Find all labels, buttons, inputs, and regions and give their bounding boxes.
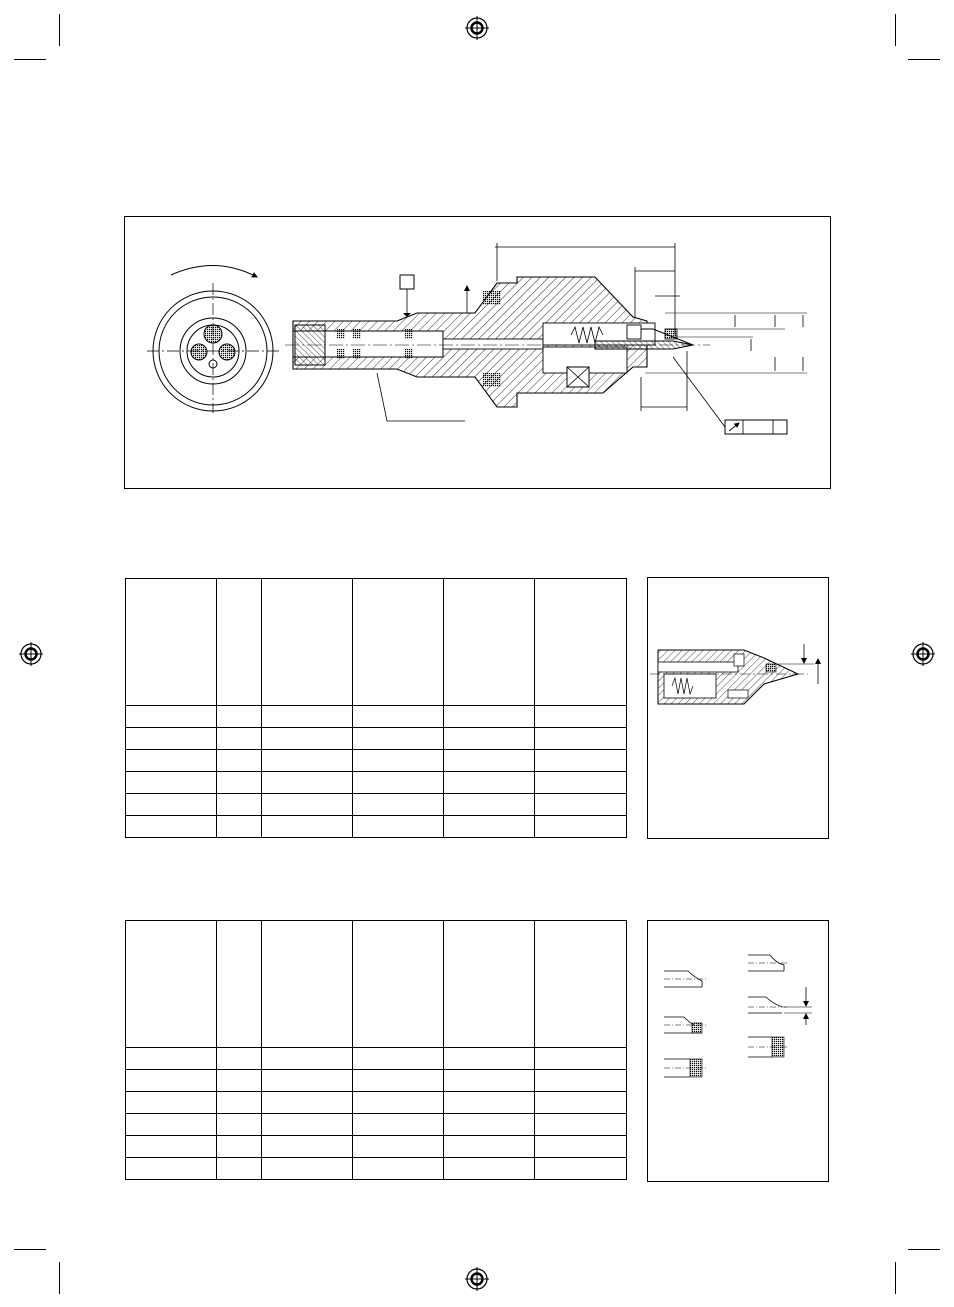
table-cell: [126, 1114, 217, 1136]
table-cell: [262, 728, 353, 750]
column-header: [262, 579, 353, 706]
profile-variant: [748, 1037, 788, 1057]
table-cell: [126, 816, 217, 838]
registration-mark-bottom: [465, 1267, 489, 1291]
table-row: [126, 1048, 627, 1070]
table-cell: [126, 794, 217, 816]
table-cell: [126, 1070, 217, 1092]
profile-variant: [664, 971, 706, 987]
table-cell: [535, 1092, 627, 1114]
table-cell: [353, 728, 444, 750]
column-header: [217, 579, 262, 706]
table-cell: [444, 816, 535, 838]
column-header: [262, 921, 353, 1048]
table-cell: [444, 728, 535, 750]
table-row: [126, 1070, 627, 1092]
table-cell: [262, 1136, 353, 1158]
table-cell: [126, 772, 217, 794]
hatched-cross-section: [285, 277, 710, 407]
table-header-row: [126, 579, 627, 706]
profile-variant: [748, 987, 812, 1025]
crop-mark: [908, 59, 940, 60]
table-cell: [217, 1114, 262, 1136]
table-row: [126, 772, 627, 794]
table-cell: [444, 750, 535, 772]
table-cell: [353, 794, 444, 816]
table-cell: [262, 1092, 353, 1114]
table-row: [126, 816, 627, 838]
table-cell: [535, 772, 627, 794]
table-cell: [262, 794, 353, 816]
column-header: [353, 579, 444, 706]
column-header: [444, 921, 535, 1048]
table-cell: [535, 1048, 627, 1070]
column-header: [126, 579, 217, 706]
registration-mark-top: [465, 16, 489, 40]
datum-box: [400, 275, 414, 289]
table-cell: [126, 750, 217, 772]
table-cell: [217, 1070, 262, 1092]
table-cell: [217, 706, 262, 728]
table-cell: [444, 1048, 535, 1070]
table-cell: [353, 1158, 444, 1180]
table-cell: [535, 706, 627, 728]
table-cell: [217, 728, 262, 750]
table-cell: [217, 772, 262, 794]
table-cell: [353, 706, 444, 728]
table-cell: [535, 1158, 627, 1180]
table-cell: [353, 772, 444, 794]
point-detail-section: [648, 578, 828, 838]
detail-panel-1: [647, 577, 829, 839]
table-row: [126, 728, 627, 750]
table-row: [126, 1136, 627, 1158]
table-cell: [217, 1092, 262, 1114]
main-drawing: [125, 217, 830, 488]
column-header: [353, 921, 444, 1048]
table-cell: [535, 1070, 627, 1092]
profile-variant: [664, 1059, 706, 1077]
point-profile-variants: [648, 921, 828, 1181]
table-cell: [444, 1114, 535, 1136]
table-cell: [444, 794, 535, 816]
table-cell: [262, 772, 353, 794]
column-header: [535, 579, 627, 706]
table-cell: [353, 1070, 444, 1092]
table-cell: [444, 706, 535, 728]
crop-mark: [14, 1249, 46, 1250]
crop-mark: [59, 1262, 60, 1294]
table-cell: [262, 706, 353, 728]
column-header: [217, 921, 262, 1048]
table-cell: [535, 750, 627, 772]
profile-variant: [664, 1017, 706, 1033]
table-row: [126, 750, 627, 772]
table-cell: [126, 1136, 217, 1158]
table-cell: [444, 772, 535, 794]
main-drawing-frame: [124, 216, 831, 489]
registration-mark-left: [19, 642, 43, 666]
table-header-row: [126, 921, 627, 1048]
table-cell: [126, 728, 217, 750]
arrow-icon: [171, 265, 257, 277]
crop-mark: [59, 14, 60, 46]
table-cell: [262, 1048, 353, 1070]
table-cell: [353, 1092, 444, 1114]
table-cell: [353, 816, 444, 838]
table-cell: [535, 816, 627, 838]
table-cell: [353, 1114, 444, 1136]
table-row: [126, 1158, 627, 1180]
table-cell: [535, 1114, 627, 1136]
table-cell: [217, 794, 262, 816]
crop-mark: [14, 59, 46, 60]
table-cell: [126, 706, 217, 728]
table-cell: [262, 1070, 353, 1092]
spec-table-2: [125, 920, 627, 1180]
table-row: [126, 1114, 627, 1136]
table-cell: [535, 1136, 627, 1158]
spec-table-1: [125, 578, 627, 838]
table-cell: [126, 1092, 217, 1114]
table-row: [126, 706, 627, 728]
circle-end-view: [147, 283, 279, 413]
table-cell: [444, 1136, 535, 1158]
table-cell: [217, 1158, 262, 1180]
table-row: [126, 794, 627, 816]
column-header: [126, 921, 217, 1048]
table-cell: [262, 816, 353, 838]
column-header: [535, 921, 627, 1048]
table-cell: [126, 1048, 217, 1070]
table-cell: [444, 1070, 535, 1092]
crop-mark: [895, 14, 896, 46]
table-cell: [444, 1158, 535, 1180]
detail-panel-2: [647, 920, 829, 1182]
table-cell: [126, 1158, 217, 1180]
table-cell: [217, 1048, 262, 1070]
table-cell: [535, 794, 627, 816]
crop-mark: [908, 1249, 940, 1250]
table-cell: [353, 1048, 444, 1070]
table-cell: [217, 750, 262, 772]
table-row: [126, 1092, 627, 1114]
registration-mark-right: [911, 642, 935, 666]
table-cell: [262, 1114, 353, 1136]
table-cell: [444, 1092, 535, 1114]
table-cell: [217, 816, 262, 838]
table-cell: [535, 728, 627, 750]
column-header: [444, 579, 535, 706]
profile-variant: [748, 955, 788, 971]
crop-mark: [895, 1262, 896, 1294]
table-cell: [262, 750, 353, 772]
table-cell: [262, 1158, 353, 1180]
table-cell: [353, 750, 444, 772]
table-cell: [217, 1136, 262, 1158]
table-cell: [353, 1136, 444, 1158]
